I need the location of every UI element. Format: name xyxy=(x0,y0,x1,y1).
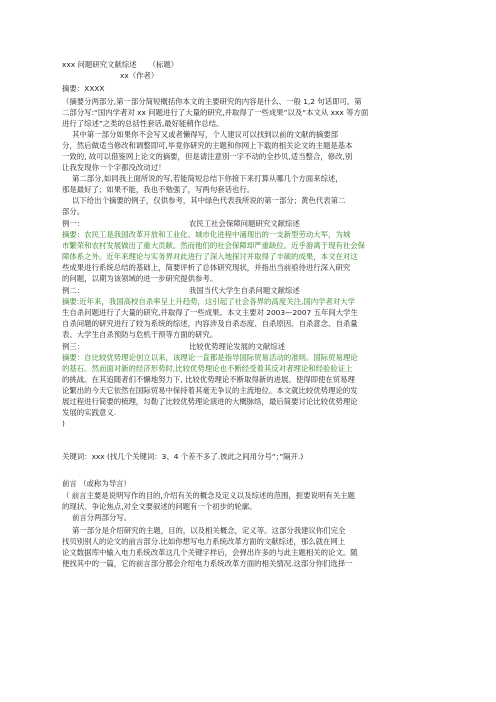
preface-line: 的现状、争论焦点,对全文要叙述的问题有一个初步的轮廓。 xyxy=(62,502,257,511)
example-1-line: 摘要：农民工是我国改革开放和工业化、城市化进程中涌现出的一支新型劳动大军，为城 xyxy=(62,230,351,239)
preface-line: 论文数据库中输入电力系统改革这几个关键字样后，会弹出许多的与此主题相关的论文。随 xyxy=(62,548,358,557)
example-title: 我国当代大学生自杀问题文献综述 xyxy=(188,286,300,295)
example-3-line: 发展的实践意义. xyxy=(62,408,117,417)
abstract-line: 让我发现你一个字都没改动过！ xyxy=(62,163,166,172)
example-3-line: 的挑战。在其追随者们不懈地努力下, 比较优势理论不断取得新的进展。使得即使在贸易理 xyxy=(62,375,355,384)
example-3-heading xyxy=(62,342,440,352)
example-1-line: 的问题，以期为该领域的进一步研究提供参考。 xyxy=(62,274,218,283)
abstract-line: 进行了综述”之类的总括性套话,最好能稍作总结。 xyxy=(62,119,224,128)
example-label: 例二： xyxy=(62,286,85,295)
title-line xyxy=(62,60,440,70)
example-label: 例一： xyxy=(62,219,85,228)
preface-line: 前言分两部分写。 xyxy=(72,513,132,522)
example-1-heading xyxy=(62,219,440,229)
example-1-line: 障体系之外。近年来理论与实务界对此进行了深入地探讨并取得了丰硕的成果，本文在对这 xyxy=(62,252,358,261)
preface-line: （ 前言主要是说明写作的目的,介绍有关的概念及定义以及综述的范围，扼要说明有关主题 xyxy=(62,491,355,500)
abstract-label: 摘要：XXXX xyxy=(62,84,105,93)
preface-heading: 前言 （或称为导言） xyxy=(62,479,131,488)
example-1-line: 些成果进行系统总结的基础上，简要评析了总体研究现状，并指出当前亟待进行深入研究 xyxy=(62,263,351,272)
example-2-heading xyxy=(62,286,440,296)
example-3-line: 论繁出的今天它依然在国际贸易中保持着其毫无争议的主流地位。本文就比较优势理论的发 xyxy=(62,386,358,395)
abstract-line: 第二部分,如同我上面所说的写,若能简短总结下你接下来打算从哪几个方面来综述， xyxy=(72,174,343,183)
example-3-line: 摘要：自比较优势理论创立以来，该理论一直都是指导国际贸易活动的准则。国际贸易理论 xyxy=(62,353,358,362)
example-label: 例三： xyxy=(62,342,85,351)
doc-title: xxx 问题研究文献综述 xyxy=(62,60,137,69)
example-2-line: 生自杀问题进行了大量的研究,并取得了一些成果。本文主要对 2003—2007 五年间大学生 xyxy=(62,308,358,317)
author-line: xx（作者） xyxy=(120,71,159,80)
preface-line: 便找其中的一篇，它的前言部分都会介绍电力系统改革方面的相关情况.这部分你们选择一 xyxy=(62,559,353,568)
example-1-line: 市繁荣和农村发展做出了重大贡献。然而他们的社会保障却严重缺位。近乎游离于现有社会保 xyxy=(62,241,366,250)
abstract-line: （摘要分两部分,第一部分简短概括你本文的主要研究的内容是什么、一般 1,2 句话即可。第 xyxy=(62,97,362,106)
abstract-line: 部分。 xyxy=(62,207,85,216)
example-title: 比较优势理论发展的文献综述 xyxy=(188,342,285,351)
example-3-line: 的基石。然而面对新的经济形势时,比较优势理论也不断经受着其反对者理论和经验验证上 xyxy=(62,364,353,373)
keywords-line: 关键词：xxx (找几个关键词：3、4 个差不多了.彼此之间用分号“；”隔开.) xyxy=(62,452,304,461)
doc-title-note: （标题） xyxy=(148,60,179,69)
preface-line: 找贝别别人的论文的前言部分.比如你想写电力系统改革方面的文献综述，那么就在网上 xyxy=(62,537,346,546)
abstract-line: 那是最好了；如果不能，我也不勉强了，写两句套话也行。 xyxy=(62,185,255,194)
abstract-line: 以下给出个摘要的例子，仅供参考，其中绿色代表我所说的第一部分；黄色代表第二 xyxy=(72,196,346,205)
example-2-line: 摘要:近年来，我国高校自杀率呈上升趋势，这引起了社会各界的高度关注,国内学者对大学 xyxy=(62,297,356,306)
abstract-line: 分，然后做适当修改和调整即可,毕竟你研究的主题和你网上下载的相关论文的主题是基本 xyxy=(62,141,353,150)
example-2-line: 表、大学生自杀预防与危机干预等方面的研究。 xyxy=(62,330,218,339)
example-3-line: ) xyxy=(62,419,65,428)
abstract-line: 其中第一部分如果你不会写又或者懒得写，个人建议可以找到以前的文献的摘要部 xyxy=(72,130,339,139)
example-3-line: 展过程进行简要的梳理，勾勒了比较优势理论演进的大概脉络，最后简要讨论比较优势理论 xyxy=(62,397,358,406)
example-title: 农民工社会保障问题研究文献综述 xyxy=(188,219,300,228)
abstract-line: 一致的, 故可以借鉴网上论文的摘要，但是请注意別一字不动的全抄贝,适当整合，修改,别 xyxy=(62,152,353,161)
example-2-line: 自杀问题的研究进行了较为系统的综述，内容涉及自杀态度、自杀原因、自杀意念、自杀量 xyxy=(62,319,358,328)
preface-line: 第一部分是介绍研究的主题，目的，以及相关概念，定义等。这部分我建议你们完全 xyxy=(72,526,346,535)
abstract-line: 二部分写:“国内学者对 xx 问题进行了大量的研究,并取得了一些成果”以及“本文从 xxx 等方面 xyxy=(62,108,369,117)
